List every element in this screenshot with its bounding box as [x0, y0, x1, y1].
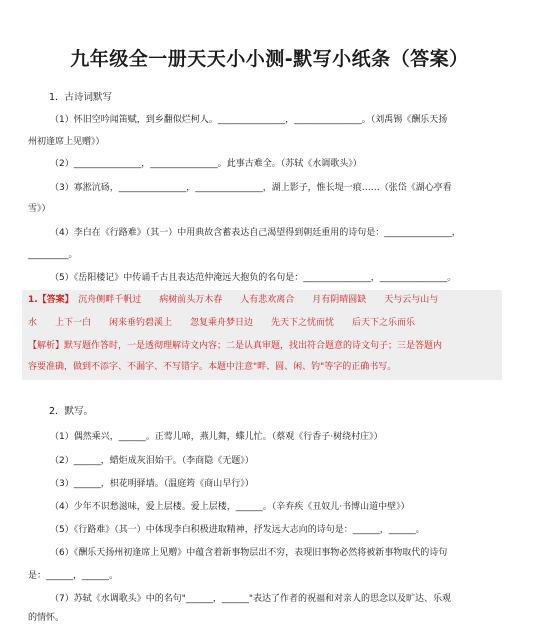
s2-q1: （1）偶然乘兴，______。正莺儿啼，燕儿舞，蝶儿忙。（蔡观《行香子·树绕村庄》） — [50, 432, 383, 442]
section2-heading: 2．默写。 — [49, 406, 94, 417]
s2-q6-line1: （6）《酬乐天扬州初逢席上见赠》中蕴含着新事物层出不穷，表现旧事物必然将被新事物取代的诗句 — [50, 548, 448, 558]
s2-q3: （3）______，枳花明驿墙。（温庭筠《商山早行》） — [50, 479, 254, 489]
s1-q4-line1: （4）李白在《行路难》（其一）中用典故含蓄表达自己渴望得到朝廷重用的诗句是：_______________， — [50, 228, 461, 238]
s1-q1-line2: 州初逢席上见赠》） — [28, 137, 105, 147]
s1-q5: （5）《岳阳楼记》中传诵千古且表达范仲淹远大抱负的名句是：_______________，_______________。 — [50, 273, 457, 283]
s2-q2: （2）______，蜡炬成灰泪始干。（李商隐《无题》） — [50, 456, 254, 466]
s1-q4-line2: _________。 — [28, 250, 78, 260]
page-title: 九年级全一册天天小小测-默写小纸条（答案） — [70, 48, 469, 70]
answer-line2: 水 上下一白 闲来垂钓碧溪上 忽复乘舟梦日边 先天下之忧而忧 后天下之乐而乐 — [28, 318, 416, 328]
answer-line1 — [28, 294, 438, 306]
answer-box — [22, 290, 502, 380]
analysis-line1: 【解析】默写题作答时，一是透彻理解诗文内容；二是认真审题，找出符合题意的诗文句子；三是答题内 — [28, 341, 443, 351]
s2-q6-line2: 是：______，______。 — [28, 571, 119, 581]
s1-q1-line1: （1）怀旧空吟闻笛赋，到乡翻似烂柯人。_______________，_______________。（刘禹锡《酬乐天扬 — [50, 115, 448, 125]
analysis-line2: 容要准确，做到不添字、不漏字、不写错字。本题中注意"畔、圆、闲、钓"等字的正确书写。 — [28, 362, 397, 372]
s2-q7-line1: （7）苏轼《水调歌头》中的名句"______，______"表达了作者的祝福和对亲人的思念以及旷达、乐观 — [50, 594, 452, 604]
s1-q2: （2）_______________，_______________。此事古难全。（苏轼《水调歌头》） — [50, 159, 362, 169]
answer-label: 1.【答案】 — [28, 295, 70, 305]
answer-line1-text: 沉舟侧畔千帆过 病树前头万木春 人有悲欢离合 月有阴晴圆缺 天与云与山与 — [69, 295, 439, 305]
s2-q7-line2: 的情怀。 — [28, 613, 65, 623]
s1-q3-line2: 雪》） — [28, 204, 51, 214]
section1-heading: 1．古诗词默写 — [49, 92, 113, 103]
s2-q5: （5）《行路难》（其一）中体现李白积极进取精神，抒发远大志向的诗句是：______，______。 — [50, 525, 425, 535]
s2-q4: （4）少年不识愁滋味，爱上层楼。爱上层楼，______。（辛弃疾《丑奴儿·书博山道中壁》） — [50, 502, 410, 512]
s1-q3-line1: （3）寡淞沆砀，_______________，_______________，湖上影子，惟长堤一痕……（张岱《湖心亭看 — [50, 183, 452, 193]
